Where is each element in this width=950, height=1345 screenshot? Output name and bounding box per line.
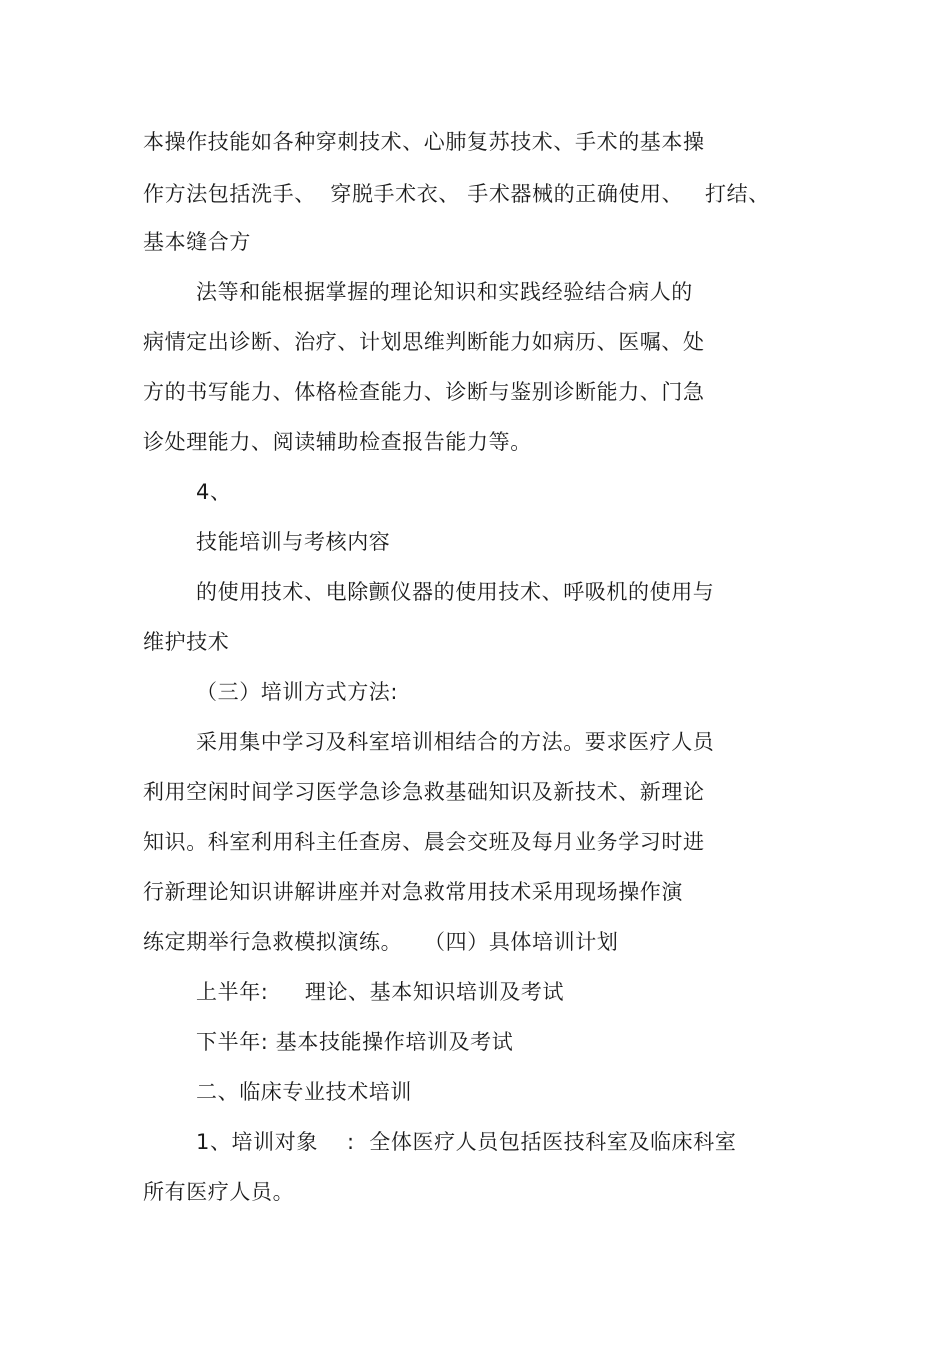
paragraph-line: 方的书写能力、体格检查能力、诊断与鉴别诊断能力、门急 (143, 380, 705, 404)
paragraph-line: 本操作技能如各种穿刺技术、心肺复苏技术、手术的基本操 (143, 130, 705, 154)
paragraph-line: 知识。科室利用科主任查房、晨会交班及每月业务学习时进 (143, 830, 705, 854)
paragraph-line: 维护技术 (143, 630, 230, 654)
paragraph-line: 基本缝合方 (143, 230, 251, 254)
paragraph-line: 行新理论知识讲解讲座并对急救常用技术采用现场操作演 (143, 880, 683, 904)
section-heading: 技能培训与考核内容 (196, 530, 391, 554)
paragraph-line: 法等和能根据掌握的理论知识和实践经验结合病人的 (196, 280, 693, 304)
paragraph-line: 采用集中学习及科室培训相结合的方法。要求医疗人员 (196, 730, 715, 754)
plan-item: 上半年: 理论、基本知识培训及考试 (196, 980, 565, 1004)
section-number: 4、 (196, 480, 232, 504)
paragraph-line: 的使用技术、电除颤仪器的使用技术、呼吸机的使用与 (196, 580, 715, 604)
paragraph-line: 作方法包括洗手、 穿脱手术衣、 手术器械的正确使用、 打结、 (143, 182, 770, 206)
paragraph-line: 病情定出诊断、治疗、计划思维判断能力如病历、医嘱、处 (143, 330, 705, 354)
section-heading: 二、临床专业技术培训 (196, 1080, 412, 1104)
plan-item: 下半年: 基本技能操作培训及考试 (196, 1030, 514, 1054)
section-heading: （三）培训方式方法: (196, 680, 399, 704)
paragraph-line: 所有医疗人员。 (143, 1180, 295, 1204)
paragraph-line: 练定期举行急救模拟演练。 （四）具体培训计划 (143, 930, 619, 954)
paragraph-line: 诊处理能力、阅读辅助检查报告能力等。 (143, 430, 532, 454)
paragraph-line: 1、培训对象 : 全体医疗人员包括医技科室及临床科室 (196, 1130, 737, 1154)
paragraph-line: 利用空闲时间学习医学急诊急救基础知识及新技术、新理论 (143, 780, 705, 804)
